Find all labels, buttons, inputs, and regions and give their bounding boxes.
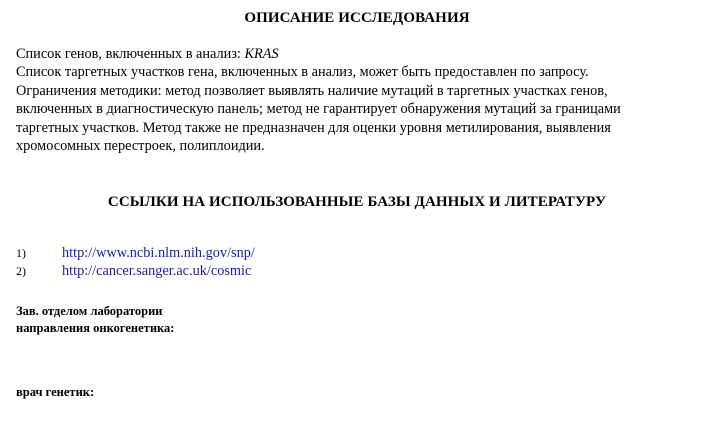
reference-link-snp[interactable]: http://www.ncbi.nlm.nih.gov/snp/ xyxy=(62,245,255,261)
reference-link-cosmic[interactable]: http://cancer.sanger.ac.uk/cosmic xyxy=(62,263,252,279)
signature-label: Зав. отделом лаборатории xyxy=(16,304,163,318)
genes-value: KRAS xyxy=(244,46,279,62)
reference-number: 2) xyxy=(16,264,26,278)
genes-label: Список генов, включенных в анализ: xyxy=(16,46,245,62)
description-line: таргетных участков. Метод также не предназначен для оценки уровня метилирования, выявления xyxy=(16,119,611,136)
section-title-references: ССЫЛКИ НА ИСПОЛЬЗОВАННЫЕ БАЗЫ ДАННЫХ И ЛИТЕРАТУРУ xyxy=(107,194,607,210)
description-line: хромосомных перестроек, полиплоидии. xyxy=(16,138,265,155)
description-line: включенных в диагностическую панель; метод не гарантирует обнаружения мутаций за границами xyxy=(16,101,621,118)
reference-item xyxy=(16,263,255,281)
section-title-description: ОПИСАНИЕ ИССЛЕДОВАНИЯ xyxy=(244,10,470,26)
references-list xyxy=(16,245,255,281)
signature-label: направления онкогенетика: xyxy=(16,321,175,335)
reference-number: 1) xyxy=(16,246,26,260)
geneticist-signature xyxy=(16,384,94,401)
description-body xyxy=(16,45,706,155)
genes-line xyxy=(16,45,706,63)
signature-label: врач генетик: xyxy=(16,385,95,399)
reference-item xyxy=(16,245,255,263)
head-of-department-signature xyxy=(16,303,174,337)
description-line: Список таргетных участков гена, включенных в анализ, может быть предоставлен по запросу. xyxy=(16,64,589,81)
description-line: Ограничения методики: метод позволяет выявлять наличие мутаций в таргетных участках генов, xyxy=(16,82,608,99)
